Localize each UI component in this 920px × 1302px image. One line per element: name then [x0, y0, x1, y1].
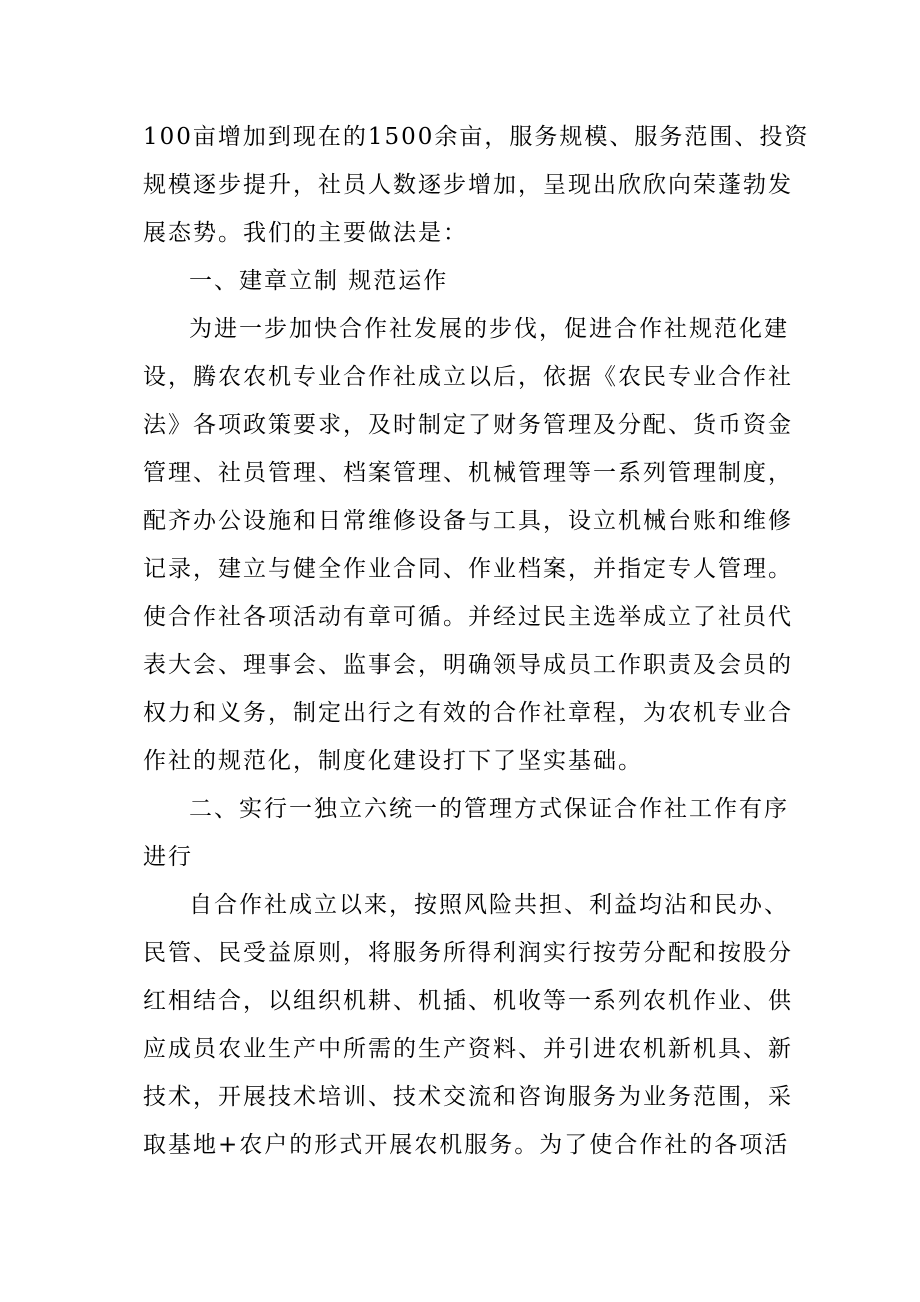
text-line: 100亩增加到现在的1500余亩，服务规模、服务范围、投资 [143, 124, 810, 150]
text-line: 作社的规范化，制度化建设打下了坚实基础。 [143, 748, 643, 774]
text-line: 红相结合，以组织机耕、机插、机收等一系列农机作业、供 [143, 988, 793, 1014]
text-line: 表大会、理事会、监事会，明确领导成员工作职责及会员的 [143, 652, 793, 678]
text-line: 使合作社各项活动有章可循。并经过民主选举成立了社员代 [143, 604, 793, 630]
text-line: 配齐办公设施和日常维修设备与工具，设立机械台账和维修 [143, 508, 793, 534]
text-line: 进行 [143, 844, 193, 870]
text-line: 技术，开展技术培训、技术交流和咨询服务为业务范围，采 [143, 1084, 793, 1110]
text-line: 取基地+农户的形式开展农机服务。为了使合作社的各项活 [143, 1132, 790, 1158]
text-line: 应成员农业生产中所需的生产资料、并引进农机新机具、新 [143, 1036, 793, 1062]
document-body [143, 113, 810, 1169]
text-line: 设，腾农农机专业合作社成立以后，依据《农民专业合作社 [143, 364, 793, 390]
text-line: 二、实行一独立六统一的管理方式保证合作社工作有序 [189, 796, 789, 822]
text-line: 一、建章立制 规范运作 [189, 268, 449, 294]
text-line: 展态势。我们的主要做法是： [143, 220, 468, 246]
text-line: 法》各项政策要求，及时制定了财务管理及分配、货币资金 [143, 412, 793, 438]
text-line: 管理、社员管理、档案管理、机械管理等一系列管理制度， [143, 460, 793, 486]
text-line: 记录，建立与健全作业合同、作业档案，并指定专人管理。 [143, 556, 793, 582]
text-line: 为进一步加快合作社发展的步伐，促进合作社规范化建 [189, 316, 789, 342]
text-line: 自合作社成立以来，按照风险共担、利益均沾和民办、 [189, 892, 789, 918]
text-line: 民管、民受益原则，将服务所得利润实行按劳分配和按股分 [143, 940, 793, 966]
text-line: 权力和义务，制定出行之有效的合作社章程，为农机专业合 [143, 700, 793, 726]
text-line: 规模逐步提升，社员人数逐步增加，呈现出欣欣向荣蓬勃发 [143, 172, 793, 198]
